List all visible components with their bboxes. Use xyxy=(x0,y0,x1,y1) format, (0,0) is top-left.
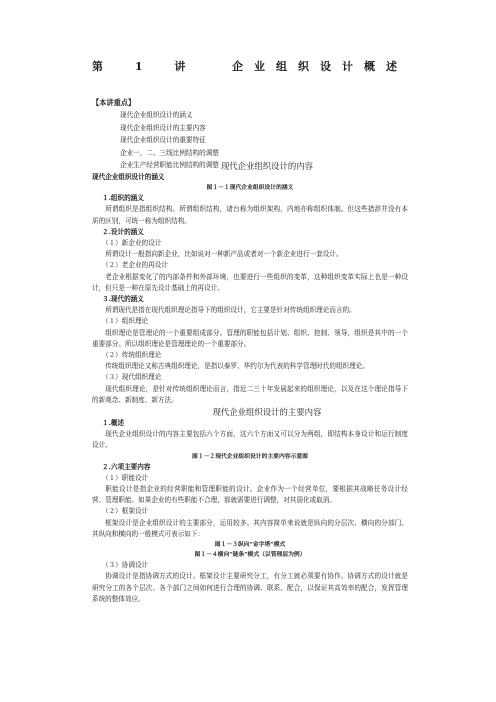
subheading: ２.六项主要内容 xyxy=(102,462,151,471)
section-title: 现代企业组织设计的内容 xyxy=(220,161,314,171)
lecture-number: 第 1 讲 xyxy=(92,60,200,73)
paragraph: 现代企业组织设计的内容主要包括六个方面，这六个方面又可以分为两组，即结构本身设计和运行制度设计。 xyxy=(92,430,408,450)
key-point-item: 现代企业组织设计的重要特征 xyxy=(120,136,206,145)
figure-caption: 图１－１现代企业组织设计的涵义 xyxy=(206,185,294,192)
paragraph: 所谓设计一般指向新企业，比如说对一种新产品或者对一个新企业进行一套设计。 xyxy=(105,250,343,259)
lecture-topic: 企业组织设计概述 xyxy=(232,60,408,73)
section-subtitle: 现代企业组织设计的涵义 xyxy=(92,173,165,181)
sub-item: （３）现代组织理论 xyxy=(102,373,162,382)
sub-item: （１）职能设计 xyxy=(102,473,149,482)
sub-item: （２）框架设计 xyxy=(102,507,149,516)
key-point-item: 企业一、二、三线比例结构的调整 xyxy=(120,148,219,157)
section-title: 现代企业组织设计的主要内容 xyxy=(212,407,322,418)
subheading: １.组织的涵义 xyxy=(102,194,144,203)
paragraph: 职能设计是指企业的经营职能和管理职能的设计。企业作为一个经营单位，要根据其战略任务设计经营、管理职能。如果企业的有些职能不合理，那就需要进行调整，对其弱化或取消。 xyxy=(92,485,408,505)
main-content xyxy=(92,160,408,605)
figure-caption: 图１－２现代企业组织设计的主要内容示意图 xyxy=(192,453,308,460)
subheading: ３.现代的涵义 xyxy=(102,295,144,304)
paragraph: 所谓组织是指组织结构。所谓组织结构，诸台称为组织架构，内地亦称组织体制。但这些措辞并没有本质的区别，可统一称为组织结构。 xyxy=(92,205,408,225)
key-point-item: 企业生产经营职能比例结构的调整 xyxy=(120,161,219,170)
sub-item: （１）新企业的设计 xyxy=(102,239,162,248)
key-points-heading: 【本讲重点】 xyxy=(92,98,136,107)
figure-caption: 图１－４横向“链条”模式（以管理层为例） xyxy=(194,552,306,559)
sub-item: （２）老企业的再设计 xyxy=(102,261,168,270)
key-point-item: 现代企业组织设计的主要内容 xyxy=(120,123,206,132)
subheading: １.概述 xyxy=(102,419,125,428)
figure-caption: 图１－３纵向“金字塔”模式 xyxy=(214,542,286,549)
paragraph: 协调设计是指协调方式的设计。框架设计主要研究分工，有分工就必须要有协作。协调方式的设计就是研究分工的各个层次、各个部门之间如何进行合理的协调、联系、配合，以保证其高效率的配合，发挥管理系统的整体效应。 xyxy=(92,572,408,603)
sub-item: （３）协调设计 xyxy=(102,561,149,570)
paragraph: 传统组织理论又称古典组织理论，是指以泰罗、华约尔为代表的科学管理时代的组织理论。 xyxy=(105,362,369,371)
sub-item: （１）组织理论 xyxy=(102,317,149,326)
subheading: ２.设计的涵义 xyxy=(102,227,144,236)
sub-item: （２）传统组织理论 xyxy=(102,351,162,360)
key-point-item: 现代企业组织设计的涵义 xyxy=(120,111,193,119)
paragraph: 现代组织理论，是针对传统组织理论而言，指近二三十年发展起来的组织理论，以及在这个理论指导下的新观念、新制度、新方法。 xyxy=(92,384,408,404)
paragraph: 所谓现代是指在现代组织理论指导下的组织设计，它主要是针对传统组织理论而言的。 xyxy=(105,306,356,315)
paragraph: 组织理论是管理论的一个重要组成部分。管理的职能包括计划、组织、控制、领导，组织是其中的一个重要部分。所以组织理论是管理理论的一个重要部分。 xyxy=(92,328,408,348)
paragraph: 老企业根据变化了的内部条件和外部环境，也要进行一些组织的变革，这种组织变革实际上也是一种设计，但只是一种在原先设计基础上的再设计。 xyxy=(92,272,408,292)
paragraph: 框架设计是企业组织设计的主要部分，运用较多。其内容简单来说就是纵向的分层次、横向的分部门。其纵向和横向的一般模式可表示如下： xyxy=(92,518,408,538)
